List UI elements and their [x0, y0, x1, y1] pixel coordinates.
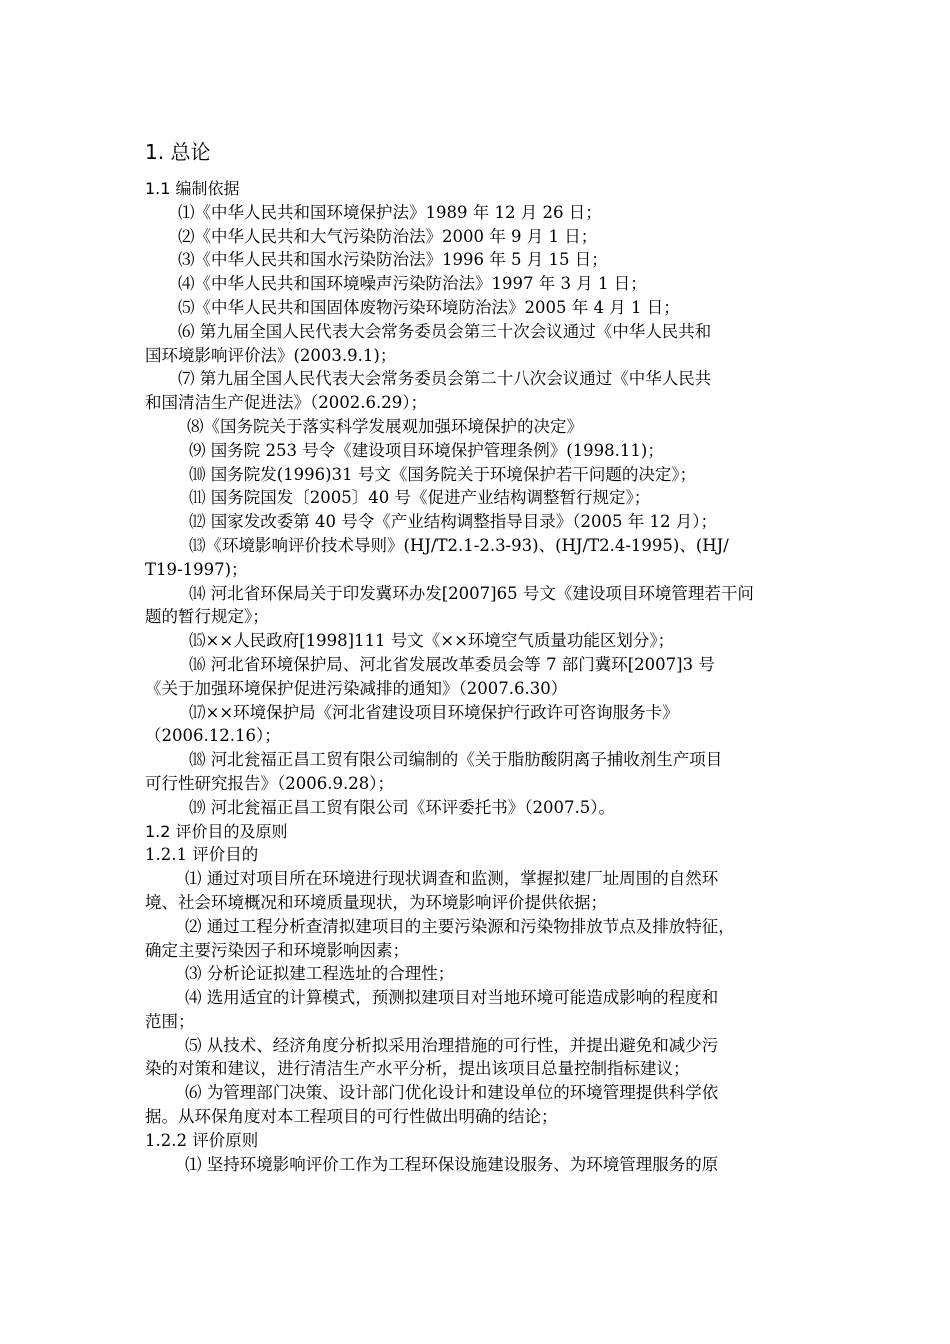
basis-item-2: ⑵《中华人民共和大气污染防治法》2000 年 9 月 1 日；: [178, 226, 598, 246]
basis-item-17-cont: （2006.12.16）；: [145, 726, 281, 746]
purpose-item-2-cont: 确定主要污染因子和环境影响因素；: [145, 940, 409, 960]
basis-item-14-cont: 题的暂行规定》；: [145, 607, 269, 627]
section-heading-1-2: 1.2 评价目的及原则: [145, 821, 288, 841]
purpose-item-5-cont: 染的对策和建议，进行清洁生产水平分析，提出该项目总量控制指标建议；: [145, 1059, 690, 1079]
basis-item-16-cont: 《关于加强环境保护促进污染减排的通知》（2007.6.30）: [145, 678, 568, 698]
purpose-item-3: ⑶ 分析论证拟建工程选址的合理性；: [185, 964, 455, 984]
purpose-item-1-cont: 境、社会环境概况和环境质量现状，为环境影响评价提供依据；: [145, 892, 607, 912]
basis-item-18-cont: 可行性研究报告》（2006.9.28）；: [145, 773, 394, 793]
basis-item-7-cont: 和国清洁生产促进法》（2002.6.29）；: [145, 393, 427, 413]
basis-item-14: ⒁ 河北省环保局关于印发冀环办发[2007]65 号文《建设项目环境管理若干问: [189, 583, 754, 603]
basis-item-10: ⑽ 国务院发(1996)31 号文《国务院关于环境保护若干问题的决定》；: [189, 464, 697, 484]
basis-item-19: ⒆ 河北瓮福正昌工贸有限公司《环评委托书》（2007.5）。: [189, 797, 615, 817]
section-heading-1-2-1: 1.2.1 评价目的: [145, 845, 259, 865]
basis-item-5: ⑸《中华人民共和国固体废物污染环境防治法》2005 年 4 月 1 日；: [178, 297, 680, 317]
principle-item-1: ⑴ 坚持环境影响评价工作为工程环保设施建设服务、为环境管理服务的原: [185, 1154, 719, 1174]
basis-item-17: ⒄××环境保护局《河北省建设项目环境保护行政许可咨询服务卡》: [189, 702, 679, 722]
basis-item-16: ⒃ 河北省环境保护局、河北省发展改革委员会等 7 部门冀环[2007]3 号: [189, 654, 715, 674]
basis-item-1: ⑴《中华人民共和国环境保护法》1989 年 12 月 26 日；: [178, 202, 602, 222]
basis-item-13-cont: T19-1997)；: [145, 559, 248, 579]
purpose-item-1: ⑴ 通过对项目所在环境进行现状调查和监测，掌握拟建厂址周围的自然环: [185, 869, 719, 889]
purpose-item-2: ⑵ 通过工程分析查清拟建项目的主要污染源和污染物排放节点及排放特征，: [185, 916, 735, 936]
page-title: 1. 总论: [145, 140, 211, 164]
purpose-item-4: ⑷ 选用适宜的计算模式，预测拟建项目对当地环境可能造成影响的程度和: [185, 988, 719, 1008]
basis-item-9: ⑼ 国务院 253 号令《建设项目环境保护管理条例》(1998.11)；: [189, 440, 664, 460]
basis-item-8: ⑻《国务院关于落实科学发展观加强环境保护的决定》: [187, 416, 583, 436]
document-body: [145, 177, 820, 1176]
purpose-item-6: ⑹ 为管理部门决策、设计部门优化设计和建设单位的环境管理提供科学依: [185, 1083, 719, 1103]
basis-item-15: ⒂××人民政府[1998]111 号文《××环境空气质量功能区划分》；: [189, 631, 675, 651]
purpose-item-6-cont: 据。从环保角度对本工程项目的可行性做出明确的结论；: [145, 1107, 558, 1127]
basis-item-13: ⒀《环境影响评价技术导则》(HJ/T2.1-2.3-93)、(HJ/T2.4-1995)、(HJ/: [189, 535, 729, 555]
basis-item-11: ⑾ 国务院国发〔2005〕40 号《促进产业结构调整暂行规定》；: [189, 488, 651, 508]
basis-item-12: ⑿ 国家发改委第 40 号令《产业结构调整指导目录》（2005 年 12 月）；: [189, 512, 717, 532]
basis-item-6-cont: 国环境影响评价法》(2003.9.1)；: [145, 345, 397, 365]
basis-item-4: ⑷《中华人民共和国环境噪声污染防治法》1997 年 3 月 1 日；: [178, 274, 647, 294]
purpose-item-4-cont: 范围；: [145, 1011, 195, 1031]
basis-item-6: ⑹ 第九届全国人民代表大会常务委员会第三十次会议通过《中华人民共和: [178, 321, 712, 341]
basis-item-18: ⒅ 河北瓮福正昌工贸有限公司编制的《关于脂肪酸阴离子捕收剂生产项目: [189, 750, 723, 770]
purpose-item-5: ⑸ 从技术、经济角度分析拟采用治理措施的可行性，并提出避免和减少污: [185, 1035, 719, 1055]
basis-item-3: ⑶《中华人民共和国水污染防治法》1996 年 5 月 15 日；: [178, 250, 608, 270]
basis-item-7: ⑺ 第九届全国人民代表大会常务委员会第二十八次会议通过《中华人民共: [178, 369, 712, 389]
section-heading-1-1: 1.1 编制依据: [145, 179, 240, 198]
section-heading-1-2-2: 1.2.2 评价原则: [145, 1130, 259, 1150]
